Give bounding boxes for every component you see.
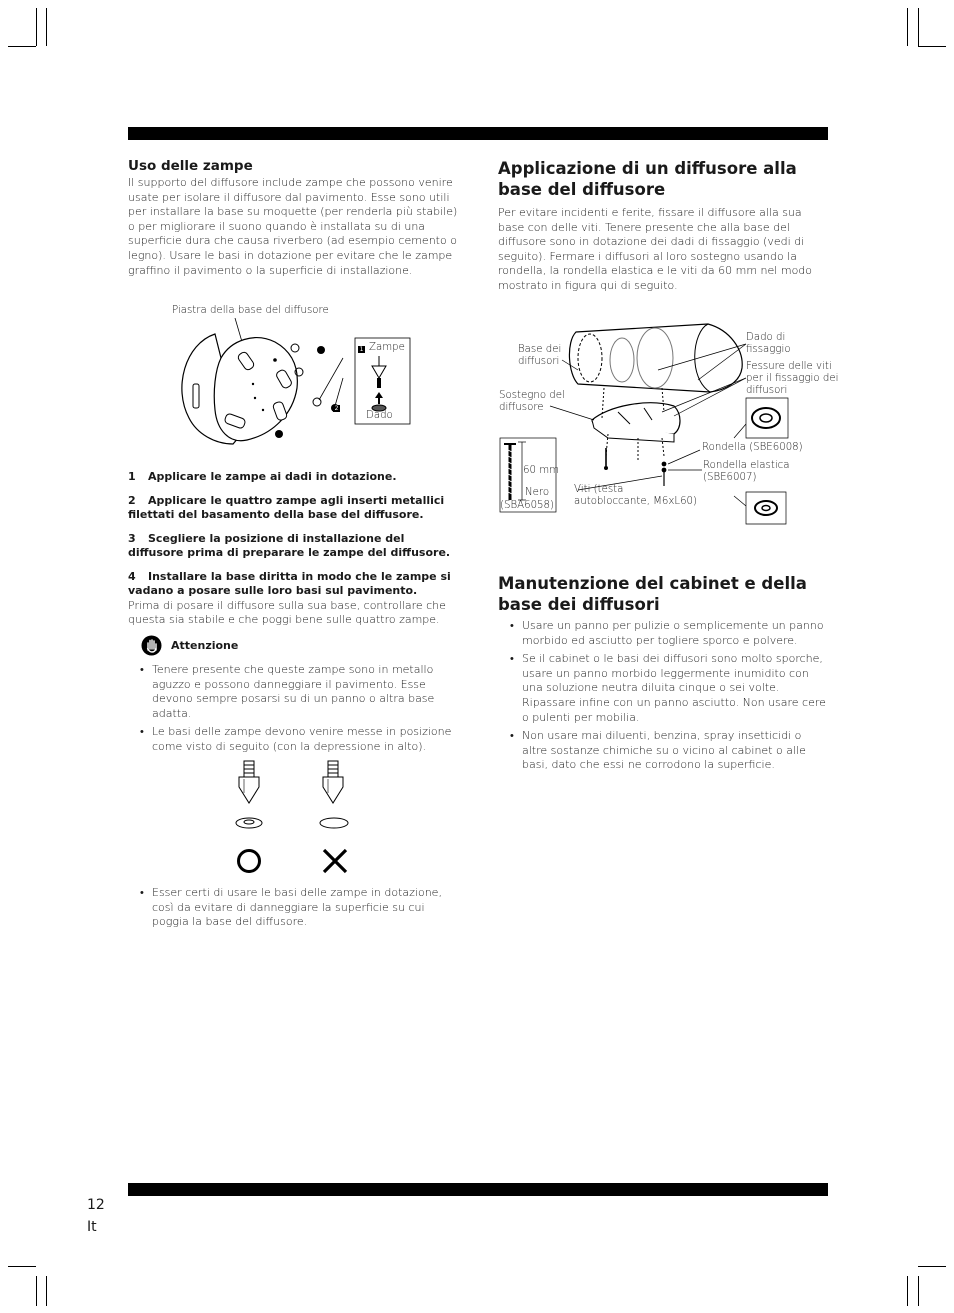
dado-label: Dado: [366, 410, 393, 421]
crop-mark: [907, 8, 908, 46]
attention-label: Attenzione: [171, 639, 239, 652]
correct-foot: [236, 761, 262, 828]
hand-stop-icon: [141, 635, 162, 656]
section-title-applicazione: Applicazione di un diffusore alla base del diffusore: [498, 159, 797, 199]
list-item: • Se il cabinet o le basi dei diffusori sono molto sporche, usare un panno morbido leggermente inumidito con una soluzione neutra diluita cinque o sei volte. Ripassare infine con un panno asciutto. Non usare cere o pulenti per mobilia.: [498, 652, 828, 725]
crop-mark: [907, 1276, 908, 1306]
list-item: • Le basi delle zampe devono venire messe in posizione come visto di seguito (con la depressione in alto).: [128, 725, 458, 754]
steps: [128, 470, 458, 628]
crop-mark: [918, 8, 919, 46]
step-3: 3 Scegliere la posizione di installazione del diffusore prima di preparare le zampe del diffusore.: [128, 531, 451, 559]
section-title-uso: Uso delle zampe: [128, 158, 253, 174]
crop-mark: [918, 1276, 919, 1306]
badge-2: 2: [334, 405, 339, 412]
list-item: • Non usare mai diluenti, benzina, spray insetticidi o altre sostanze chimiche su o vicino al cabinet o alle basi, dato che essi ne corrodono la superficie.: [498, 729, 828, 773]
step-1: 1 Applicare le zampe ai dadi in dotazione.: [128, 470, 397, 483]
crop-mark: [8, 1266, 36, 1267]
crop-mark: [918, 46, 946, 47]
language-code: It: [87, 1219, 97, 1235]
label-60mm: 60 mm: [523, 465, 560, 476]
list-item: • Usare un panno per pulizie o semplicemente un panno morbido ed asciutto per togliere sporco e polvere.: [498, 619, 828, 648]
left-column: [128, 158, 458, 278]
badge-1: 1: [359, 346, 364, 353]
header-bar: [128, 127, 828, 140]
label-nero: Nero: [525, 487, 550, 498]
label-sostegno: Sostegno del diffusore: [499, 390, 565, 413]
crop-mark: [8, 46, 36, 47]
page-number: 12: [87, 1197, 105, 1213]
section-title-manutenzione: Manutenzione del cabinet e della base dei diffusori: [498, 574, 807, 614]
label-sba6058: (SBA6058): [500, 500, 554, 511]
crop-mark: [36, 8, 37, 46]
manutenzione-section: [498, 573, 828, 777]
feet-orientation-figure: [228, 757, 358, 877]
applicazione-body: Per evitare incidenti e ferite, fissare il diffusore alla sua base con delle viti. Tenere presente che alla base del diffusore sono in dotazione dei dadi di fissaggio (vedi di seguito). Fermare i diffusori al loro sostegno usando la rondella, la rondella elastica e le viti da 60 mm nel modo mostrato in figura qui di seguito.: [498, 206, 813, 292]
screw-left: [604, 448, 608, 470]
list-item: • Tenere presente che queste zampe sono in metallo aguzzo e possono danneggiare il pavimento. Esse devono sempre posarsi su di un panno o altra base adatta.: [128, 663, 458, 721]
step-2: 2 Applicare le quattro zampe agli inserti metallici filettati del basamento della base del diffusore.: [128, 493, 445, 521]
label-base-dei-diffusori: Base dei diffusori: [518, 344, 562, 367]
feet-figure: [175, 318, 415, 454]
crop-mark: [46, 1276, 47, 1306]
screw-right: [662, 462, 667, 486]
manutenzione-list: [498, 619, 828, 773]
label-rondella: Rondella (SBE6008): [702, 442, 803, 453]
final-list: [128, 886, 458, 934]
zampe-label: Zampe: [369, 342, 405, 353]
wrong-foot: [320, 761, 348, 828]
footer-bar: [128, 1183, 828, 1196]
crop-mark: [46, 8, 47, 46]
crop-mark: [36, 1276, 37, 1306]
wrong-mark-icon: [324, 850, 346, 872]
attention-list: [128, 663, 458, 759]
label-rondella-elastica: Rondella elastica (SBE6007): [703, 460, 790, 483]
uso-body: Il supporto del diffusore include zampe che possono venire usate per isolare il diffusore dal pavimento. Esse sono utili per installare la base su moquette (per renderla più stabile) o per migliorare il suono quando è installata su di una superficie dura che causa riverbero (ad esempio cemento o legno). Usare le basi in dotazione per evitare che le zampe graffino il pavimento o la superficie di installazione.: [128, 176, 458, 277]
label-fessure: Fessure delle viti per il fissaggio dei diffusori: [746, 361, 839, 396]
correct-mark-icon: [239, 851, 260, 872]
crop-mark: [918, 1266, 946, 1267]
right-column: [498, 158, 828, 294]
step-4: 4 Installare la base diritta in modo che le zampe si vadano a posare sulle loro basi sul pavimento.: [128, 569, 451, 597]
list-item: • Esser certi di usare le basi delle zampe in dotazione, così da evitare di danneggiare la superficie su cui poggia la base del diffusore.: [128, 886, 458, 930]
label-dado-fissaggio: Dado di fissaggio: [746, 332, 791, 355]
plate-label: Piastra della base del diffusore: [172, 305, 329, 316]
label-viti: Viti (testa autobloccante, M6xL60): [574, 484, 698, 507]
step-4-body: Prima di posare il diffusore sulla sua base, controllare che questa sia stabile e che poggi bene sulle quattro zampe.: [128, 598, 446, 627]
